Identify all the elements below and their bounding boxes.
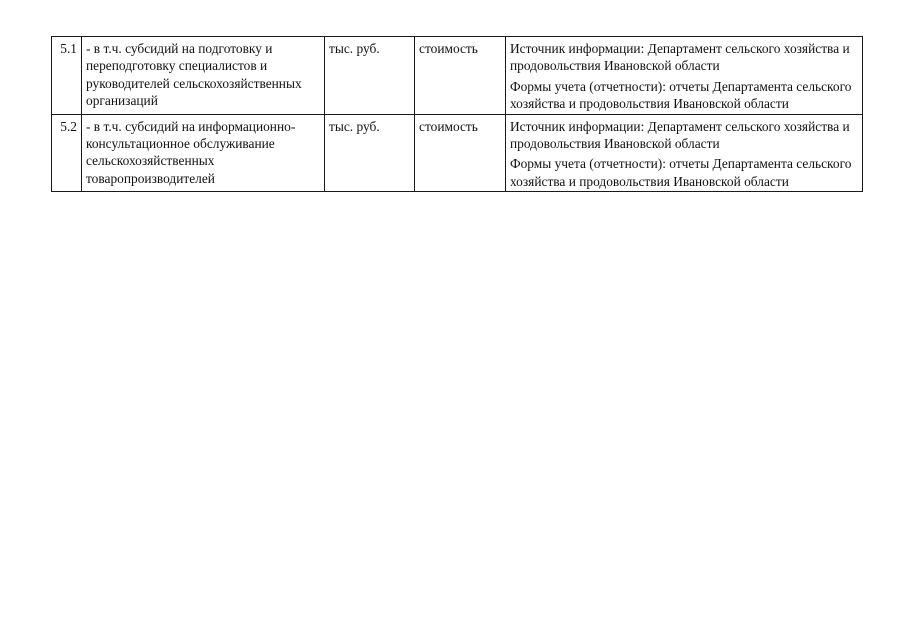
indicator-name: - в т.ч. субсидий на информационно-консультационное обслуживание сельскохозяйственных товаропроизводителей bbox=[82, 114, 325, 192]
unit-of-measure: тыс. руб. bbox=[325, 114, 415, 192]
indicators-table bbox=[51, 36, 863, 192]
accounting-forms: Формы учета (отчетности): отчеты Департамента сельского хозяйства и продовольствия Ивановской области bbox=[510, 78, 852, 112]
indicator-name: - в т.ч. субсидий на подготовку и переподготовку специалистов и руководителей сельскохозяйственных организаций bbox=[82, 37, 325, 115]
table-row bbox=[52, 37, 863, 115]
calculation-method: стоимость bbox=[415, 37, 506, 115]
table-row bbox=[52, 114, 863, 192]
information-source-cell bbox=[506, 114, 863, 192]
information-source: Источник информации: Департамент сельского хозяйства и продовольствия Ивановской области bbox=[510, 118, 850, 152]
information-source: Источник информации: Департамент сельского хозяйства и продовольствия Ивановской области bbox=[510, 41, 850, 74]
information-source-cell bbox=[506, 37, 863, 115]
accounting-forms: Формы учета (отчетности): отчеты Департамента сельского хозяйства и продовольствия Ивановской области bbox=[510, 156, 852, 189]
unit-of-measure: тыс. руб. bbox=[325, 37, 415, 115]
calculation-method: стоимость bbox=[415, 114, 506, 192]
row-number: 5.2 bbox=[52, 114, 82, 192]
row-number: 5.1 bbox=[52, 37, 82, 115]
